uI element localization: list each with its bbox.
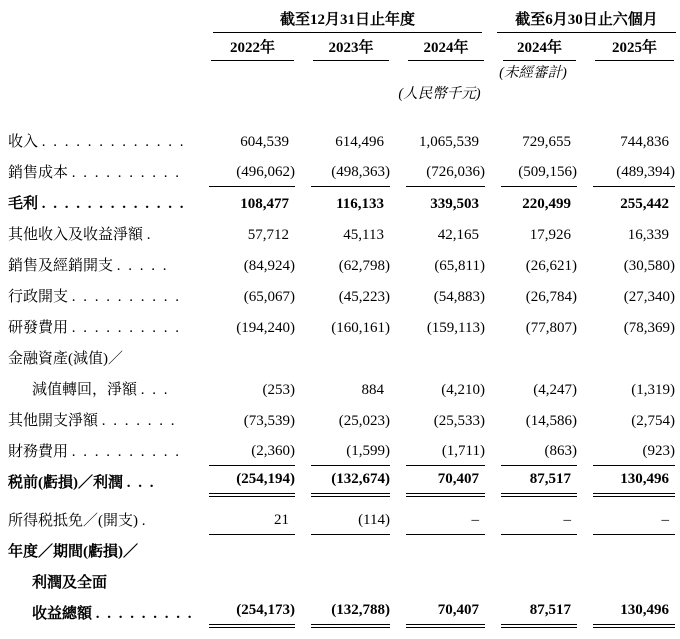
dot-leader: . . . . . . . . . . — [71, 165, 182, 181]
value: 884 — [361, 382, 384, 398]
dot-leader: . — [146, 227, 153, 243]
value-cell-2023 — [297, 602, 392, 628]
row-label-cell — [8, 571, 195, 597]
value-cell-2024-interim — [487, 134, 579, 156]
value-cell-2024-interim — [487, 351, 579, 373]
value: 255,442 — [620, 196, 669, 212]
table-row — [8, 466, 677, 497]
value-cell-2025-interim — [579, 164, 677, 187]
value-cell-2024 — [392, 164, 487, 187]
value-cell-2022 — [195, 382, 297, 404]
value: – — [471, 512, 479, 528]
value-cell-2024 — [392, 320, 487, 342]
value: 116,133 — [336, 196, 384, 212]
row-label-cell — [8, 509, 195, 535]
value: (45,223) — [338, 289, 390, 305]
table-row — [8, 280, 677, 311]
value: (77,807) — [525, 320, 577, 336]
table-row — [8, 156, 677, 187]
row-label: 行政開支 — [8, 289, 69, 305]
value-cell-2024-interim — [487, 512, 579, 535]
period-group-interim-title: 截至6月30日止六個月 — [497, 8, 676, 33]
value: (114) — [358, 512, 390, 528]
value-cell-2022 — [195, 196, 297, 218]
value-cell-2024 — [392, 382, 487, 404]
value-cell-2022 — [195, 575, 297, 597]
row-label: 利潤及全面 — [32, 575, 108, 591]
value-cell-2025-interim — [579, 443, 677, 466]
row-label: 收益總額 — [32, 606, 93, 622]
value: (194,240) — [236, 320, 295, 336]
value-cell-2022 — [195, 258, 297, 280]
value-cell-2023 — [297, 258, 392, 280]
value-cell-2025-interim — [579, 512, 677, 535]
row-label-cell — [8, 192, 195, 218]
value-cell-2025-interim — [579, 413, 677, 435]
dot-leader: . — [141, 513, 148, 529]
value-cell-2022 — [195, 227, 297, 249]
dot-leader: . . . . . — [116, 258, 169, 274]
unaudited-note: (未經審計) — [499, 65, 567, 81]
row-label: 金融資產(減值)／ — [8, 351, 123, 367]
value: (509,156) — [518, 164, 577, 180]
value-cell-2024-interim — [487, 413, 579, 435]
value-cell-2023 — [297, 289, 392, 311]
value: 744,836 — [620, 134, 669, 150]
value-cell-2023 — [297, 443, 392, 466]
value: (4,247) — [533, 382, 577, 398]
dot-leader: . . . . . . . . . . . . . — [41, 134, 186, 150]
value: (132,788) — [331, 602, 390, 618]
year-col-2023: 2023年 — [297, 36, 392, 61]
row-label-cell — [8, 316, 195, 342]
value-cell-2024 — [392, 258, 487, 280]
value-cell-2024-interim — [487, 443, 579, 466]
value-cell-2024 — [392, 602, 487, 628]
value-cell-2022 — [195, 351, 297, 373]
value: (26,784) — [525, 289, 577, 305]
value: 42,165 — [437, 227, 479, 243]
value: 70,407 — [437, 602, 479, 618]
value: (159,113) — [426, 320, 485, 336]
value-cell-2022 — [195, 471, 297, 497]
value: 87,517 — [529, 602, 571, 618]
value: 57,712 — [247, 227, 289, 243]
value: 1,065,539 — [419, 134, 479, 150]
table-row — [8, 597, 677, 628]
value-cell-2022 — [195, 164, 297, 187]
value-cell-2024 — [392, 413, 487, 435]
row-label-cell — [8, 440, 195, 466]
row-label-cell — [8, 130, 195, 156]
dot-leader: . . . . . . . . . . — [71, 320, 182, 336]
value-cell-2023 — [297, 471, 392, 497]
dot-leader: . . . — [140, 382, 170, 398]
value: (253) — [262, 382, 295, 398]
value: 220,499 — [522, 196, 571, 212]
value-cell-2024 — [392, 289, 487, 311]
row-label: 其他開支淨額 — [8, 413, 99, 429]
value-cell-2023 — [297, 575, 392, 597]
value-cell-2025-interim — [579, 575, 677, 597]
value-cell-2022 — [195, 602, 297, 628]
period-group-interim — [487, 8, 677, 35]
value-cell-2025-interim — [579, 289, 677, 311]
value-cell-2024-interim — [487, 575, 579, 597]
table-row — [8, 311, 677, 342]
table-row — [8, 187, 677, 218]
value: (863) — [544, 443, 577, 459]
value: (498,363) — [331, 164, 390, 180]
row-label: 其他收入及收益淨額 — [8, 227, 144, 243]
currency-note-row — [8, 82, 677, 103]
row-label-cell — [8, 602, 195, 628]
value-cell-2024 — [392, 575, 487, 597]
value-cell-2025-interim — [579, 351, 677, 373]
value: 604,539 — [240, 134, 289, 150]
table-row — [8, 249, 677, 280]
value: 21 — [274, 512, 289, 528]
value-cell-2024 — [392, 443, 487, 466]
dot-leader: . . . . . . . . . . — [71, 289, 182, 305]
value-cell-2025-interim — [579, 471, 677, 497]
value: 17,926 — [529, 227, 571, 243]
value: (30,580) — [623, 258, 675, 274]
value: (923) — [642, 443, 675, 459]
value: 614,496 — [335, 134, 384, 150]
row-label: 税前(虧損)／利潤 — [8, 475, 123, 491]
value-cell-2024 — [392, 196, 487, 218]
value: (26,621) — [525, 258, 577, 274]
unaudited-note-row — [8, 61, 677, 82]
value: (254,194) — [236, 471, 295, 487]
value-cell-2024-interim — [487, 227, 579, 249]
value: 130,496 — [620, 471, 669, 487]
row-label-cell — [8, 540, 195, 566]
value-cell-2025-interim — [579, 134, 677, 156]
value: (78,369) — [623, 320, 675, 336]
dot-leader: . . . — [126, 475, 156, 491]
value: (1,711) — [441, 443, 485, 459]
value-cell-2023 — [297, 134, 392, 156]
value: 108,477 — [240, 196, 289, 212]
table-row — [8, 535, 677, 566]
dot-leader: . . . . . . . . . . . . . — [41, 196, 186, 212]
value: (25,533) — [433, 413, 485, 429]
value-cell-2024 — [392, 351, 487, 373]
value: (160,161) — [331, 320, 390, 336]
year-col-2024: 2024年 — [392, 36, 487, 61]
value-cell-2024-interim — [487, 320, 579, 342]
value-cell-2022 — [195, 512, 297, 535]
dot-leader: . . . . . . . . . . — [71, 444, 182, 460]
value: 130,496 — [620, 602, 669, 618]
value: (489,394) — [616, 164, 675, 180]
value-cell-2023 — [297, 413, 392, 435]
table-body — [8, 125, 677, 628]
value: (1,319) — [631, 382, 675, 398]
value-cell-2024-interim — [487, 602, 579, 628]
value: – — [661, 512, 669, 528]
value-cell-2025-interim — [579, 320, 677, 342]
value-cell-2025-interim — [579, 258, 677, 280]
value: 45,113 — [343, 227, 384, 243]
period-group-header-row — [8, 5, 677, 35]
row-label: 銷售及經銷開支 — [8, 258, 114, 274]
value-cell-2023 — [297, 512, 392, 535]
value-cell-2022 — [195, 443, 297, 466]
value-cell-2024-interim — [487, 289, 579, 311]
value: 729,655 — [522, 134, 571, 150]
value-cell-2023 — [297, 544, 392, 566]
value: (62,798) — [338, 258, 390, 274]
value: – — [563, 512, 571, 528]
value: (254,173) — [236, 602, 295, 618]
value: 70,407 — [437, 471, 479, 487]
row-label-cell — [8, 223, 195, 249]
value-cell-2022 — [195, 134, 297, 156]
value: (4,210) — [441, 382, 485, 398]
value-cell-2025-interim — [579, 544, 677, 566]
year-col-2022: 2022年 — [195, 36, 297, 61]
year-col-2024-interim: 2024年 — [487, 36, 579, 61]
value: 16,339 — [627, 227, 669, 243]
value-cell-2023 — [297, 382, 392, 404]
value-cell-2022 — [195, 544, 297, 566]
value-cell-2024-interim — [487, 164, 579, 187]
table-row — [8, 504, 677, 535]
value-cell-2025-interim — [579, 382, 677, 404]
value-cell-2024-interim — [487, 382, 579, 404]
row-label: 減值轉回，淨額 — [32, 382, 138, 398]
value-cell-2024 — [392, 512, 487, 535]
table-row — [8, 342, 677, 373]
row-label: 年度／期間(虧損)／ — [8, 544, 138, 560]
dot-leader: . . . . . . . . . — [95, 606, 194, 622]
value-cell-2023 — [297, 351, 392, 373]
row-label-cell — [8, 285, 195, 311]
period-group-annual-title: 截至12月31日止年度 — [213, 8, 482, 33]
value-cell-2024 — [392, 471, 487, 497]
table-row — [8, 373, 677, 404]
value: (496,062) — [236, 164, 295, 180]
value-cell-2023 — [297, 227, 392, 249]
value-cell-2025-interim — [579, 602, 677, 628]
value: (2,754) — [631, 413, 675, 429]
value-cell-2024-interim — [487, 471, 579, 497]
value-cell-2024 — [392, 227, 487, 249]
value-cell-2022 — [195, 413, 297, 435]
value-cell-2024-interim — [487, 544, 579, 566]
value-cell-2023 — [297, 164, 392, 187]
value-cell-2022 — [195, 289, 297, 311]
row-label: 所得税抵免／(開支) — [8, 513, 138, 529]
value: (54,883) — [433, 289, 485, 305]
row-label: 銷售成本 — [8, 165, 69, 181]
value: (25,023) — [338, 413, 390, 429]
value-cell-2022 — [195, 320, 297, 342]
year-header-row — [8, 35, 677, 61]
value: (65,067) — [243, 289, 295, 305]
value-cell-2024-interim — [487, 258, 579, 280]
row-label: 財務費用 — [8, 444, 69, 460]
year-col-2025-interim: 2025年 — [579, 36, 677, 61]
row-label-cell — [8, 471, 195, 497]
dot-leader: . . . . . . . — [101, 413, 177, 429]
value: (14,586) — [525, 413, 577, 429]
value: (726,036) — [426, 164, 485, 180]
row-label: 收入 — [8, 134, 39, 150]
value: 339,503 — [430, 196, 479, 212]
table-row — [8, 435, 677, 466]
value-cell-2025-interim — [579, 196, 677, 218]
table-row — [8, 218, 677, 249]
value: (84,924) — [243, 258, 295, 274]
period-group-annual — [195, 8, 487, 35]
row-label-cell — [8, 254, 195, 280]
row-label: 研發費用 — [8, 320, 69, 336]
table-row — [8, 566, 677, 597]
value: (1,599) — [346, 443, 390, 459]
row-label: 毛利 — [8, 196, 39, 212]
value-cell-2024 — [392, 544, 487, 566]
value: (65,811) — [434, 258, 485, 274]
value-cell-2024 — [392, 134, 487, 156]
value: (73,539) — [243, 413, 295, 429]
value-cell-2023 — [297, 320, 392, 342]
value: (132,674) — [331, 471, 390, 487]
value: (27,340) — [623, 289, 675, 305]
value: 87,517 — [529, 471, 571, 487]
value-cell-2024-interim — [487, 196, 579, 218]
value-cell-2025-interim — [579, 227, 677, 249]
value-cell-2023 — [297, 196, 392, 218]
row-label-cell — [8, 347, 195, 373]
row-label-cell — [8, 378, 195, 404]
currency-note: (人民幣千元) — [398, 86, 481, 102]
table-row — [8, 125, 677, 156]
row-label-cell — [8, 409, 195, 435]
value: (2,360) — [251, 443, 295, 459]
row-label-cell — [8, 161, 195, 187]
table-row — [8, 404, 677, 435]
